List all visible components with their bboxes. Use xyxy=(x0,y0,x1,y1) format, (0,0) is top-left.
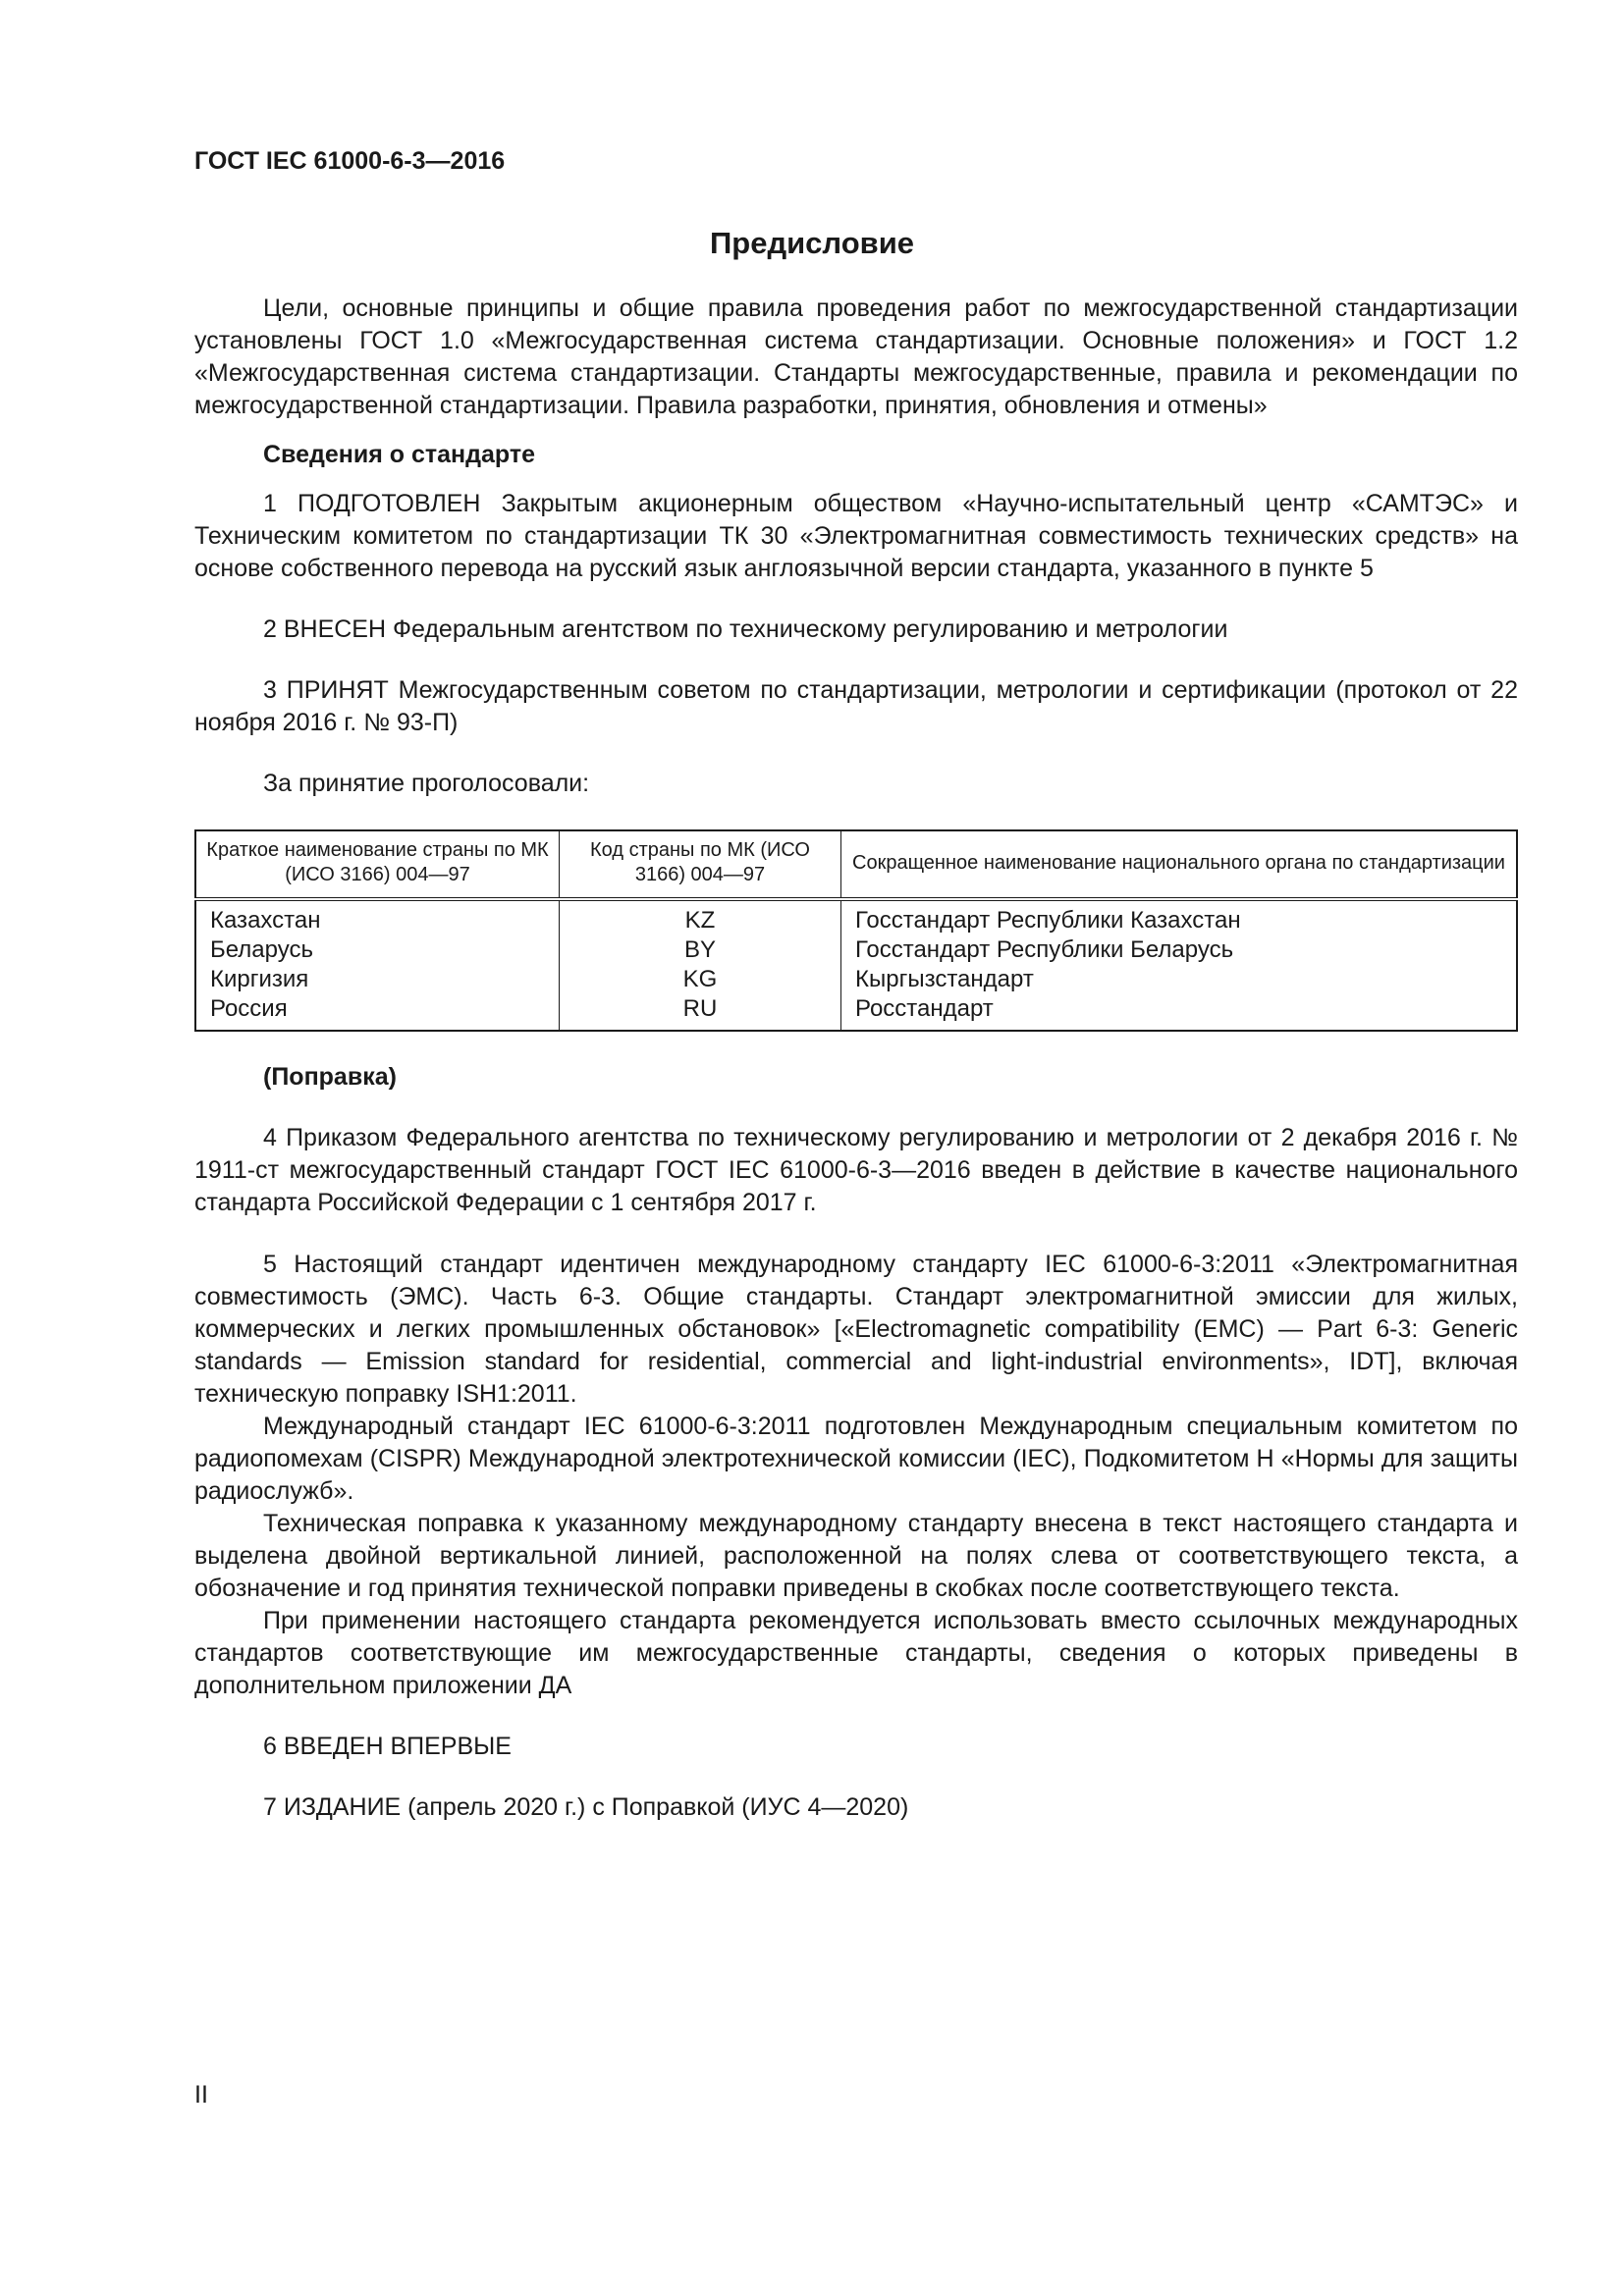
country-name: Казахстан xyxy=(210,907,321,934)
page-number: II xyxy=(194,2081,208,2109)
national-body-cell xyxy=(841,899,1518,1031)
item-5-paragraph: 5 Настоящий стандарт идентичен международному стандарту IEC 61000-6-3:2011 «Электромагнитная совместимость (ЭМС). Часть 6-3. Общие стандарты. Стандарт электромагнитной эмиссии для жилых, коммерческих и легких промышленных обстановок» [«Electromagnetic compatibility (EMC) — Part 6-3: Generic standards — Emission standard for residential, commercial and light-industrial environments», IDT], включая техническую поправку ISH1:2011. xyxy=(194,1251,1518,1408)
item-4-paragraph: 4 Приказом Федерального агентства по техническому регулированию и метрологии от 2 декабря 2016 г. № 1911-ст межгосударственный стандарт ГОСТ IEC 61000-6-3—2016 введен в действие в качестве национального стандарта Российской Федерации с 1 сентября 2017 г. xyxy=(194,1124,1518,1216)
country-code: KG xyxy=(682,966,718,992)
amendment-label: (Поправка) xyxy=(263,1063,397,1091)
item-2-paragraph: 2 ВНЕСЕН Федеральным агентством по техническому регулированию и метрологии xyxy=(263,615,1228,643)
table-header-row xyxy=(195,830,1517,899)
document-code: ГОСТ IEC 61000-6-3—2016 xyxy=(194,147,506,175)
document-body xyxy=(194,293,1518,1824)
intro-paragraph: Цели, основные принципы и общие правила проведения работ по межгосударственной стандартизации установлены ГОСТ 1.0 «Межгосударственная система стандартизации. Основные положения» и ГОСТ 1.2 «Межгосударственная система стандартизации. Стандарты межгосударственные, правила и рекомендации по межгосударственной стандартизации. Правила разработки, принятия, обновления и отмены» xyxy=(194,294,1518,419)
item-1-paragraph: 1 ПОДГОТОВЛЕН Закрытым акционерным обществом «Научно-испытательный центр «САМТЭС» и Техническим комитетом по стандартизации ТК 30 «Электромагнитная совместимость технических средств» на основе собственного перевода на русский язык англоязычной версии стандарта, указанного в пункте 5 xyxy=(194,490,1518,582)
vote-intro: За принятие проголосовали: xyxy=(263,770,590,797)
item-7-paragraph: 7 ИЗДАНИЕ (апрель 2020 г.) с Поправкой (ИУС 4—2020) xyxy=(263,1793,909,1821)
code-cell xyxy=(560,899,841,1031)
national-body-name: Кыргызстандарт xyxy=(855,966,1034,992)
country-name: Беларусь xyxy=(210,936,313,963)
item-5-paragraph-4: При применении настоящего стандарта рекомендуется использовать вместо ссылочных международных стандартов соответствующие им межгосударственные стандарты, сведения о которых приведены в дополнительном приложении ДА xyxy=(194,1607,1518,1699)
table-header-body: Сокращенное наименование национального органа по стандартизации xyxy=(841,830,1518,899)
table-header-country: Краткое наименование страны по МК (ИСО 3166) 004—97 xyxy=(195,830,560,899)
table-header-code: Код страны по МК (ИСО 3166) 004—97 xyxy=(560,830,841,899)
national-body-name: Госстандарт Республики Беларусь xyxy=(855,936,1234,963)
national-body-name: Госстандарт Республики Казахстан xyxy=(855,907,1241,934)
voting-table xyxy=(194,829,1518,1032)
page-title: Предисловие xyxy=(709,226,914,260)
item-3-paragraph: 3 ПРИНЯТ Межгосударственным советом по стандартизации, метрологии и сертификации (протокол от 22 ноября 2016 г. № 93-П) xyxy=(194,676,1518,736)
country-name: Россия xyxy=(210,995,288,1022)
country-code: KZ xyxy=(684,907,716,934)
country-cell xyxy=(195,899,560,1031)
country-code: RU xyxy=(682,995,718,1022)
table-row xyxy=(195,899,1517,1031)
item-6-paragraph: 6 ВВЕДЕН ВПЕРВЫЕ xyxy=(263,1733,512,1760)
info-heading: Сведения о стандарте xyxy=(263,441,536,468)
item-5-paragraph-3: Техническая поправка к указанному международному стандарту внесена в текст настоящего стандарта и выделена двойной вертикальной линией, расположенной на полях слева от соответствующего текста, а обозначение и год принятия технической поправки приведены в скобках после соответствующего текста. xyxy=(194,1510,1518,1602)
item-5-paragraph-2: Международный стандарт IEC 61000-6-3:2011 подготовлен Международным специальным комитетом по радиопомехам (CISPR) Международной электротехнической комиссии (IEC), Подкомитетом H «Нормы для защиты радиослужб». xyxy=(194,1413,1518,1505)
country-code: BY xyxy=(683,936,716,963)
national-body-name: Росстандарт xyxy=(855,995,994,1022)
country-name: Киргизия xyxy=(210,966,309,992)
